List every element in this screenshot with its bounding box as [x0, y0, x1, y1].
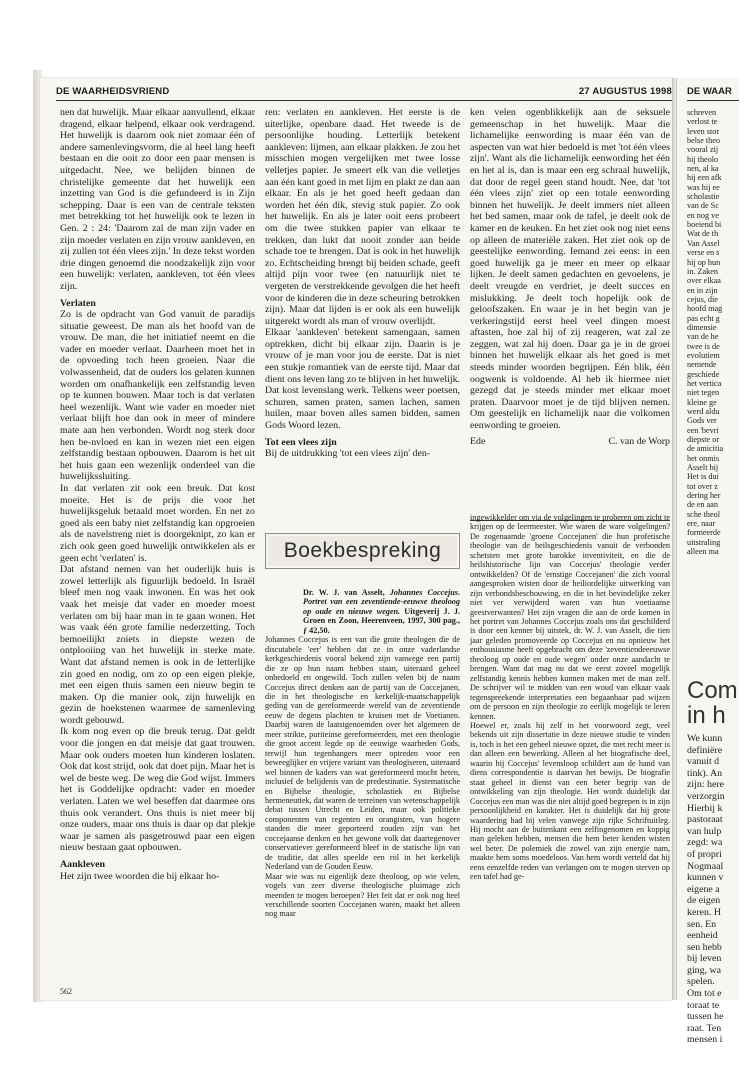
- next-page-line: en nog ve: [687, 210, 719, 220]
- next-page-line: diepste or: [687, 435, 720, 445]
- review-paragraph-1: Johannes Coccejus is een van die grote theologen die de discutabele 'eer' hebben dat ze in onze vaderlandse kerkgeschiedenis vooral bekend zijn vanwege een partij die ze op hun naam hebben staan, uiteraard geheel onbedoeld en ongewild. Toch zullen velen bij de naam Coccejus direct denken aan de partij van de Coccejanen, die in het theologische en kerkelijk-maatschappelijk geding van de gereformeerde wereld van de zeventiende eeuw de degens plachten te kruisen met de Voetianen. Daarbij waren de laatstgenoemden over het algemeen de meer strikte, puriteinse gereformeerden, met een theologie die groot accent legde op de eeuwige waarheden Gods, terwijl hun tegenhangers meer optreden voor een beweeglijker en vrijere variant van theologiseren, uiteraard wel binnen de kaders van wat gereformeerd mocht heten, inclusief de belijdenis van de predestinatie. Systematische en Bijbelse theologie, scholastiek en Bijbelse hermeneutiek, dat waren de terreinen van wetenschappelijk debat tussen Utrecht en Leiden, maar ook politieke componenten van regenten en orangisten, van hogere standen die meer geporteerd zouden zijn van het coccejaanse denken en het gewone volk dat daartegenover conservatiever gereformeerd bleef in de statische lijn van de traditie, dat alles speelde een rol in het kerkelijk Nederland van de Gouden Eeuw.: [265, 635, 460, 872]
- next-page-line: was hij ee: [687, 182, 720, 192]
- next-page-line: zijn: here: [687, 779, 725, 791]
- next-page-line: of propri: [687, 848, 722, 860]
- big-title-line-2: in h: [687, 702, 726, 729]
- next-page-line: het onmis: [687, 453, 720, 463]
- page-number: 562: [60, 987, 72, 996]
- book-title: Johannes Coccejus. Portret van een zeventiende-eeuwse theoloog op oude en nieuwe wegen.: [303, 588, 461, 616]
- next-page-header: DE WAAR: [687, 86, 732, 97]
- next-page-line: van de Sc: [687, 201, 719, 211]
- next-page-line: de eigen: [687, 895, 721, 907]
- next-page-line: hij theolo: [687, 154, 719, 164]
- book-author: Dr. W. J. van Asselt,: [303, 588, 385, 597]
- next-page-line: dering her: [687, 491, 721, 501]
- heading-aankleven: Aankleven: [60, 859, 105, 870]
- big-title-line-1: Com: [687, 677, 738, 704]
- signature-place: Ede: [470, 435, 486, 447]
- next-page-line: twee is de: [687, 341, 720, 351]
- een-vlees-paragraph-2: ken velen ogenblikkelijk aan de seksuele gemeenschap in het huwelijk. Maar die lichamelijke eenwording is maar één van de aspecten van wat hier bedoeld is met 'tot één vlees zijn'. Want als die lichamelijk eenwording het één en het al is, dan is maar een erg schraal huwelijk, dat door de regel geen stand houdt. Nee, dat 'tot één vlees zijn' ziet op een totale eenwording binnen het huwelijk. Je deelt immers niet alleen het bed samen, maar ook de tafel, je deelt ook de kamer en de keuken. En het ziet ook nog niet eens op alleen de materiële zaken. Het ziet ook op de geestelijke eenwording. Iemand zei eens: in een goed huwelijk ga je meer en meer op elkaar lijken. Je deelt samen gedachten en gevoelens, je deelt vreugde en verdriet, je deelt succes en mislukking. Je deelt toch hopelijk ook de geloofszaken. En waar je in het begin van je verkeringstijd eerst heel veel dingen moest aftasten, hoe zal hij of zij reageren, wat zal ze zeggen, wat zal hij doen. Daar ga je in de groei binnen het huwelijk elkaar als het goed is met steeds minder woorden begrijpen. Eén blik, één oogwenk is voldoende. Al heb ik hiermee niet gezegd dat je steeds minder met elkaar moet praten. Daarvoor moet je de tijd blijven nemen. Om geestelijk en lichamelijk naar die volkomen eenwording te groeien.: [470, 107, 670, 432]
- review-paragraph-3: ingewikkelder om via de volgelingen te proberen om zicht te krijgen op de leermeester. Wie waren de ware volgelingen? De zogenaamde 'groene Coccejanen' die hun profetische theologie van de heilsgeschiedenis vanuit de verbonden schetsten met grote barokke inventiviteit, en die de heilshistorische lijn van Coccejus' theologie verder ontwikkelden? Of de 'ernstige Coccejanen' die zich vooral aangesproken wisten door de heiliordelijke uitwerking van zijn verbondsbeschouwing, en die in het bevindelijke zeker niet ver verwijderd waren van hun voetiaanse geestverwanten? Het zijn vragen die aan de orde komen in het portret van Johannes Coccejus zoals ons dat geschilderd is door een kenner bij uitstek, dr. W. J. van Asselt, die tien jaar geleden promoveerde op Coccejus en nu opnieuw het enthousiasme heeft opgebracht om deze 'zeventiendeeeuwse theoloog op oude en oude wegen' onder onze aandacht te brengen. Want dat mag nu dat we eerst zoveel mogelijk zelfstandig kennis hebben kunnen maken met de man zelf. De schrijver wil te midden van een woud van elkaar vaak tegenspreekende interpretaties een begaanbaar pad wijzen om de persoon en zijn theologie zo eerlijk mogelijk te leren kennen.: [470, 513, 670, 721]
- aankleven-paragraph-3: Elkaar 'aankleven' betekent samengaan, samen optrekken, dicht bij elkaar zijn. Daarin is je vrouw of je man voor jou de eerste. Dat is niet een stukje romantiek van de eerste tijd. Maar dat dient ons leven lang zo te blijven in het huwelijk. Dat kost levenslang werk. Telkens weer poetsen, schuren, samen praten, samen lachen, samen huilen, maar boven alles samen bidden, samen Gods Woord lezen.: [265, 327, 460, 432]
- een-vlees-paragraph: Bij de uitdrukking 'tot een vlees zijn' den-: [265, 448, 431, 460]
- next-page-line: hoofd mag: [687, 304, 723, 314]
- next-page-line: We kunn: [687, 733, 723, 744]
- next-page-line: werd aldu: [687, 407, 720, 416]
- column-2: [265, 107, 460, 527]
- next-page-line: over elkaa: [687, 276, 721, 286]
- next-page-line: hij op hun: [687, 257, 721, 267]
- next-page-line: schreven: [687, 108, 717, 117]
- column-1: [60, 107, 255, 987]
- next-page-line: hij een afk: [687, 173, 722, 183]
- next-page-line: boeiend bi: [687, 220, 722, 230]
- verlaten-paragraph-2: In dat verlaten zit ook een breuk. Dat kost moeite. Het is de prijs die voor het huwelijksgeluk betaald moet worden. En net zo goed als een baby niet zelfstandig kan opgroeien als de navelstreng niet is doorgeknipt, zo kan er zich ook geen goed huwelijk ontwikkelen als er geen echt 'verlaten' is.: [60, 483, 255, 564]
- verlaten-paragraph-3: Dat afstand nemen van het ouderlijk huis is zowel letterlijk als figuurlijk bedoeld. In Israël bleef men nog vaak inwonen. En was het ook vaak het meisje dat vader en moeder moest verlaten om bij haar man in te gaan wonen. Het was vaak één grote familie nederzetting. Toch bemoeilijkt zoiets in diepste wezen de ontplooiing van het huwelijk in sterke mate. Want dat afstand nemen is ook in de letterlijke zin goed en nodig, om zo op een eigen plekje, met een eigen thuis samen een nieuw begin te maken. Op die manier ook, zijn huwelijk en gezin de hoekstenen waarmee de samenleving wordt gebouwd.: [60, 564, 255, 726]
- next-page-line: uitstraling: [687, 537, 721, 547]
- next-page-line: Gods ver: [687, 416, 717, 426]
- next-page-line: verzorgin: [687, 790, 725, 802]
- next-page-line: evolutiem: [687, 350, 720, 360]
- next-page-line: geschiede: [687, 369, 720, 379]
- book-review-column-1: [265, 588, 460, 986]
- next-page-line: en in zijn: [687, 285, 718, 295]
- next-page-line: Nogmaal: [687, 860, 724, 872]
- book-reference: [265, 588, 460, 635]
- next-page-line: pas echt g: [687, 313, 720, 323]
- intro-paragraph: nen dat huwelijk. Maar elkaar aanvullend, elkaar dragend, elkaar helpend, elkaar ook verdragend. Het huwelijk is daarom ook niet zomaar één of andere samenlevingsvorm, die al heel lang heeft bestaan en die ooit zo door een paar mensen is uitgedacht. Nee, we belijden binnen de christelijke gemeente dat het huwelijk een inzetting van God is die gefundeerd is in Zijn schepping. Daar is een van de centrale teksten met betrekking tot het huwelijk ook te lezen in Gen. 2 : 24: 'Daarom zal de man zijn vader en zijn moeder verlaten en zijn vrouw aankleven, en zij zullen tot één vlees zijn.' In deze tekst worden drie dingen genoemd die noodzakelijk zijn voor een huwelijk: verlaten, aankleven, tot één vlees zijn.: [60, 107, 255, 292]
- next-page-line: niet tegen: [687, 388, 720, 398]
- next-page-line: formeerde: [687, 528, 721, 538]
- next-page-line: leven stor: [687, 126, 720, 136]
- magazine-title: DE WAARHEIDSVRIEND: [56, 86, 170, 97]
- next-page-line: alleen ma: [687, 547, 719, 557]
- next-page-line: vooral zij: [687, 145, 719, 155]
- next-page-line: nemende: [687, 360, 717, 370]
- next-page-line: Het is dui: [687, 472, 719, 482]
- book-review-column-2: [470, 513, 670, 991]
- next-page-rule: [687, 100, 739, 101]
- book-publisher: Uitgeverij J. J. Groen en Zoon, Heerenveen, 1997, 300 pag., ƒ 42,50.: [303, 606, 460, 635]
- next-page-line: kleine ge: [687, 397, 717, 407]
- heading-verlaten: Verlaten: [60, 297, 96, 309]
- next-page-line: tussen he: [687, 1011, 724, 1023]
- next-page-line: kunnen v: [687, 872, 724, 884]
- next-page-line: dimensie: [687, 322, 717, 332]
- issue-date: 27 AUGUSTUS 1998: [578, 86, 672, 97]
- review-paragraph-4: Hoewel er, zoals hij zelf in het voorwoord zegt, veel bekends uit zijn dissertatie in deze nieuwe studie te vinden is, toch is het een geheel nieuwe opzet, die met recht meer is dan alleen een bewerking. Alleen al het biografische deel, waarin hij Coccejus' levensloop schildert aan de hand van diens correspondentie is daarvan het bewijs. De biografie staat geheel in dienst van een beter begrip van de ontwikkeling van zijn theologie. Het wordt duidelijk dat Coccejus een man was die niet altijd goed begrepen is in zijn persoonlijkheid en karakter. Het is duidelijk dat hij grote waardering had bij velen vanwege zijn rijke Schriftuitleg. Hij mocht aan de buitenkant een zelfingenomen en koppig man geleken hebben, mensen die hem beter kenden wisten wel beter. De polemiek die zowel van zijn energie nam, maakte hem soms moedeloos. Van hem wordt verteld dat hij eens eenzelfde reden van verlangen om te mogen sterven op een tafel had ge-: [470, 720, 670, 882]
- next-page-line: belse theo: [687, 136, 720, 146]
- verlaten-paragraph-4: Ik kom nog even op die breuk terug. Dat geldt voor die jongen en dat meisje dat gaat trouwen. Maar ook ouders moeten hun kinderen loslaten. Ook dat kost strijd, ook dat doet pijn. Maar het is wel de beste weg. De weg die God wijst. Immers het is Goddelijke opdracht: vader en moeder verlaten. Laten we wel beseffen dat daarmee ons thuis ook verandert. Ons thuis is niet meer bij onze ouders, maar ons thuis is daar op dat plekje waar je samen als pasgetrouwd paar een eigen nieuw bestaan gaat opbouwen.: [60, 726, 255, 854]
- next-page-line: Asselt bij: [687, 463, 719, 473]
- column-3: [470, 107, 670, 519]
- aankleven-paragraph: Het zijn twee woorden die bij elkaar ho-: [60, 870, 220, 882]
- heading-een-vlees: Tot een vlees zijn: [265, 436, 337, 448]
- article-signature: [470, 436, 670, 448]
- next-page-big-title: [687, 678, 738, 728]
- next-page-line: zegd: wa: [687, 837, 723, 849]
- next-page-line: bij leven: [687, 953, 722, 965]
- next-page-line: de en aan: [687, 500, 718, 510]
- verlaten-paragraph-1: Zo is de opdracht van God vanuit de paradijs situatie geweest. De man als het hoofd van de vrouw. De man, die het initiatief neemt en die vader en moeder verlaat. Daarheen moet het in de opvoeding toch heen groeien. Naar die volwassenheid, dat de ouders los gelaten kunnen worden om onafhankelijk een zelfstandig leven op te kunnen bouwen. Maar toch is dat verlaten heel wezenlijk. Want wie vader en moeder niet verlaat blijft hoe dan ook in meer of mindere mate aan hen verbonden. Wordt nog sterk door hen be-nvloed en kan in wezen niet een eigen zelfstandig bestaan opbouwen. Daarom is het uit het huis gaan een wezenlijk onderdeel van die huwelijkssluiting.: [60, 309, 255, 483]
- next-page-line: Om tot e: [687, 988, 722, 999]
- next-page-line: eenheid: [687, 930, 718, 942]
- magazine-page: [40, 78, 672, 1000]
- aankleven-paragraph-2: ren: verlaten en aankleven. Het eerste is de uiterlijke, openbare daad. Het tweede is de persoonlijke houding. Letterlijk betekent aankleven: lijmen, aan elkaar plakken. Je zou het misschien mogen vergelijken met twee losse velletjes papier. Je smeert elk van die velletjes aan één kant goed in met lijm en plakt ze dan aan elkaar. En als je het goed heeft gedaan dan worden het één dik, stevig stuk papier. Zo ook het huwelijk. En als je later ooit eens probeert om die twee stukken papier van elkaar te trekken, dan lukt dat nooit zonder aan beide schade toe te brengen. Dat is ook in het huwelijk zo. Echtscheiding brengt bij beiden schade, geeft altijd pijn voor twee (en natuurlijk niet te vergeten de verstrekkende gevolgen die het heeft voor de kinderen die in deze scheuring betrokken zijn). Maar dat lijden is er ook als een huwelijk uitgerekt wordt als man of vrouw overlijdt.: [265, 107, 460, 327]
- next-page-line: nen, al ka: [687, 164, 719, 174]
- next-page-line: verse en s: [687, 248, 720, 258]
- header-rule: [56, 100, 672, 101]
- next-page-line: tot over z: [687, 481, 718, 491]
- next-page-text-2: [687, 733, 747, 988]
- running-header: [56, 86, 672, 100]
- next-page-line: van de he: [687, 332, 719, 342]
- next-page-line: Hierbij k: [687, 802, 723, 814]
- next-page-line: toraat te: [687, 999, 720, 1011]
- next-page-line: verlost te: [687, 117, 718, 127]
- next-page-text-3: [687, 988, 747, 1046]
- next-page-line: Wat de th: [687, 229, 719, 239]
- next-page-line: vanuit d: [687, 756, 720, 768]
- next-page-line: sen. En: [687, 918, 717, 930]
- next-page-line: de amicitia: [687, 444, 724, 454]
- book-review-banner: [265, 533, 460, 569]
- signature-author: C. van de Worp: [608, 435, 670, 447]
- review-paragraph-2: Maar wie was nu eigenlijk deze theoloog, op wie velen, vogels van zeer diverse theologische pluimage zich meenden te mogen beroepen? Het feit dat er ook nog heel verschillende soorten Coccejanen waren, maakt het alleen nog maar: [265, 871, 460, 919]
- next-page-line: sche theol: [687, 509, 720, 519]
- next-page-line: Van Assel: [687, 238, 720, 248]
- next-page-line: definiëre: [687, 744, 723, 756]
- next-page-line: cejus, die: [687, 294, 718, 304]
- next-page-line: van hulp: [687, 825, 722, 837]
- next-page-line: in. Zaken: [687, 266, 718, 276]
- next-page-line: spelen.: [687, 976, 715, 988]
- next-page-line: eigene a: [687, 883, 720, 895]
- next-page-line: keren. H: [687, 906, 721, 918]
- next-page-line: raat. Ten: [687, 1022, 722, 1034]
- next-page-edge: [676, 78, 739, 1046]
- next-page-line: een 'bevri: [687, 425, 719, 435]
- next-page-line: ere, naar: [687, 519, 716, 529]
- next-page-text: [687, 108, 747, 557]
- next-page-line: het vertica: [687, 378, 722, 388]
- next-page-line: ging, wa: [687, 964, 722, 976]
- next-page-line: tink). An: [687, 767, 723, 779]
- book-review-heading: Boekbespreking: [265, 533, 460, 569]
- next-page-line: scholastie: [687, 192, 720, 202]
- next-page-line: pastoraat: [687, 814, 723, 826]
- next-page-line: sen hebb: [687, 941, 722, 953]
- next-page-line: mensen i: [687, 1034, 723, 1046]
